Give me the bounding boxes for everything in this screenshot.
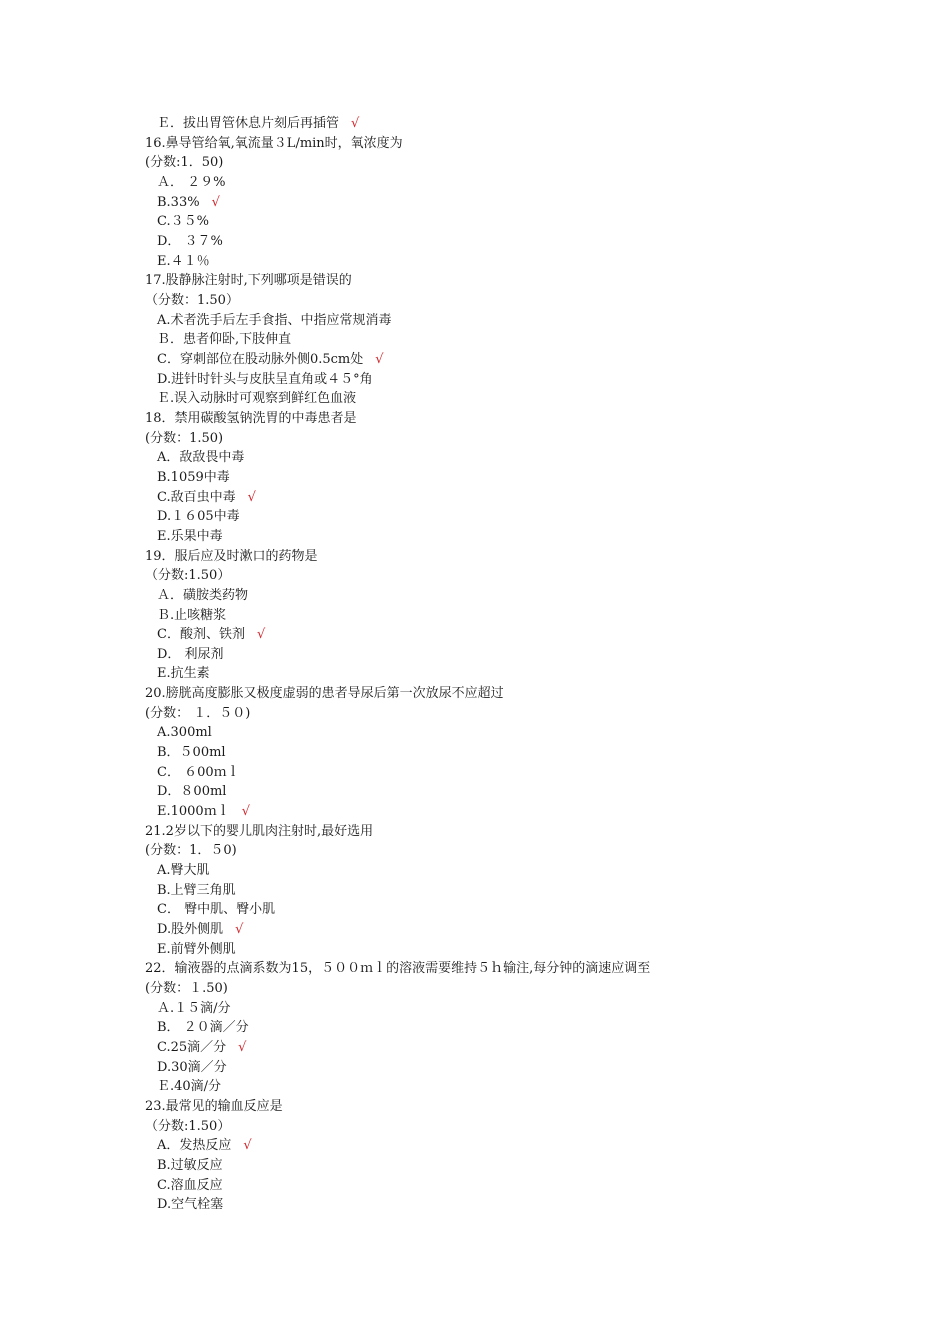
line-text: D． 利尿剂 [157,646,224,662]
line-text: 20.膀胱高度膨胀又极度虚弱的患者导尿后第一次放尿不应超过 [145,686,504,702]
line-text: (分数:1．50) [145,155,224,171]
answer-option [157,1196,223,1214]
line-text: Ａ．磺胺类药物 [157,587,249,603]
question-line [145,1118,230,1136]
line-text: D.30滴／分 [157,1059,227,1075]
question-line [145,135,403,153]
question-line [145,154,223,172]
checkmark-icon: √ [256,627,266,643]
line-text: 18．禁用碳酸氢钠洗胃的中毒患者是 [145,410,357,426]
line-text: B.上臂三角肌 [157,882,236,898]
answer-option [157,1157,223,1175]
line-text: Ｂ．患者仰卧,下肢伸直 [157,332,292,348]
answer-option [157,587,248,605]
checkmark-icon: √ [241,804,251,820]
question-line [145,685,504,703]
line-text: （分数:1.50） [145,1118,231,1134]
answer-option [157,115,359,133]
answer-option [157,1019,249,1037]
answer-option [157,253,210,271]
line-text: A．发热反应 [157,1138,232,1154]
answer-option [157,626,265,644]
answer-option [157,1078,221,1096]
checkmark-icon: √ [243,1138,252,1154]
line-text: Ａ． ２９% [157,174,226,190]
answer-option [157,312,392,330]
line-text: B．５00ml [157,745,226,761]
line-text: B.33% [157,194,200,210]
line-text: C．穿刺部位在股动脉外侧0.5cm处 [157,351,364,367]
line-text: A.术者洗手后左手食指、中指应常规消毒 [157,312,392,328]
answer-option [157,233,223,251]
answer-option [157,941,236,959]
line-text: D．８00ml [157,784,227,800]
answer-option [157,1177,223,1195]
answer-option [157,1059,227,1077]
line-text: E.前臂外侧肌 [157,941,236,957]
question-line [145,430,223,448]
line-text: (分数：1.50) [145,430,224,446]
answer-option [157,528,223,546]
line-text: D.进针时针头与皮肤呈直角或４５°角 [157,371,373,387]
line-text: （分数:1.50） [145,568,231,584]
line-text: C． 臀中肌、臀小肌 [157,902,276,918]
line-text: E.抗生素 [157,666,210,682]
question-line [145,705,250,723]
question-line [145,980,228,998]
answer-option [157,1000,231,1018]
checkmark-icon: √ [235,922,244,938]
answer-option [157,213,209,231]
answer-option [157,862,210,880]
answer-option [157,390,356,408]
line-text: D． ３７% [157,233,223,249]
line-text: C.25滴／分 [157,1040,227,1056]
question-line [145,567,230,585]
line-text: Ｂ.止咳糖浆 [157,607,227,623]
checkmark-icon: √ [247,489,256,505]
line-text: (分数：1．５0) [145,843,237,859]
question-line [145,1098,283,1116]
line-text: (分数：１.50) [145,981,228,997]
line-text: B.过敏反应 [157,1157,223,1173]
line-text: Ｅ.误入动脉时可观察到鲜红色血液 [157,391,357,407]
answer-option [157,469,230,487]
question-line [145,272,352,290]
answer-option [157,901,275,919]
checkmark-icon: √ [375,351,384,367]
question-line [145,410,357,428]
line-text: Ａ.１５滴/分 [157,1000,231,1016]
answer-option [157,744,226,762]
line-text: D.股外侧肌 [157,922,224,938]
question-line [145,823,373,841]
answer-option [157,1137,252,1155]
answer-option [157,351,384,369]
question-line [145,960,650,978]
line-text: E.1000ｍｌ [157,804,230,820]
question-line [145,292,239,310]
answer-option [157,371,373,389]
answer-option [157,783,226,801]
line-text: 19．服后应及时漱口的药物是 [145,548,318,564]
answer-option [157,194,220,212]
answer-option [157,174,226,192]
line-text: C.３５% [157,214,209,230]
line-text: C.溶血反应 [157,1177,223,1193]
line-text: （分数：1.50） [145,292,239,308]
line-text: 23.最常见的输血反应是 [145,1099,283,1114]
line-text: E.乐果中毒 [157,528,223,544]
line-text: D.空气栓塞 [157,1197,224,1213]
line-text: Ｅ.40滴/分 [157,1079,222,1095]
line-text: A.300ml [157,725,212,741]
checkmark-icon: √ [238,1040,247,1056]
line-text: C．酸剂、铁剂 [157,627,245,643]
line-text: C． ６00ｍｌ [157,764,240,780]
answer-option [157,665,210,683]
answer-option [157,882,236,900]
answer-option [157,489,256,507]
answer-option [157,764,240,782]
line-text: E.４１％ [157,253,210,269]
question-line [145,548,318,566]
answer-option [157,724,212,742]
answer-option [157,921,243,939]
checkmark-icon: √ [351,116,360,131]
line-text: C.敌百虫中毒 [157,489,236,505]
line-text: Ｅ．拔出胃管休息片刻后再插管 [157,116,340,131]
line-text: 22．输液器的点滴系数为15，５００ｍｌ的溶液需要维持５ｈ输注,每分钟的滴速应调至 [145,961,651,977]
line-text: D.１６05中毒 [157,509,240,525]
line-text: B． ２０滴／分 [157,1020,249,1036]
answer-option [157,607,226,625]
question-line [145,842,237,860]
line-text: A.臀大肌 [157,863,210,879]
answer-option [157,646,224,664]
answer-option [157,803,250,821]
answer-option [157,449,244,467]
checkmark-icon: √ [211,194,220,210]
line-text: A．敌敌畏中毒 [157,450,245,466]
answer-option [157,331,291,349]
line-text: (分数： １．５０) [145,705,251,721]
line-text: 16.鼻导管给氧,氧流量３L/min时，氧浓度为 [145,135,403,151]
answer-option [157,508,240,526]
line-text: 17.股静脉注射时,下列哪项是错误的 [145,273,352,289]
answer-option [157,1039,246,1057]
line-text: 21.2岁以下的婴儿肌肉注射时,最好选用 [145,823,374,839]
line-text: B.1059中毒 [157,469,230,485]
